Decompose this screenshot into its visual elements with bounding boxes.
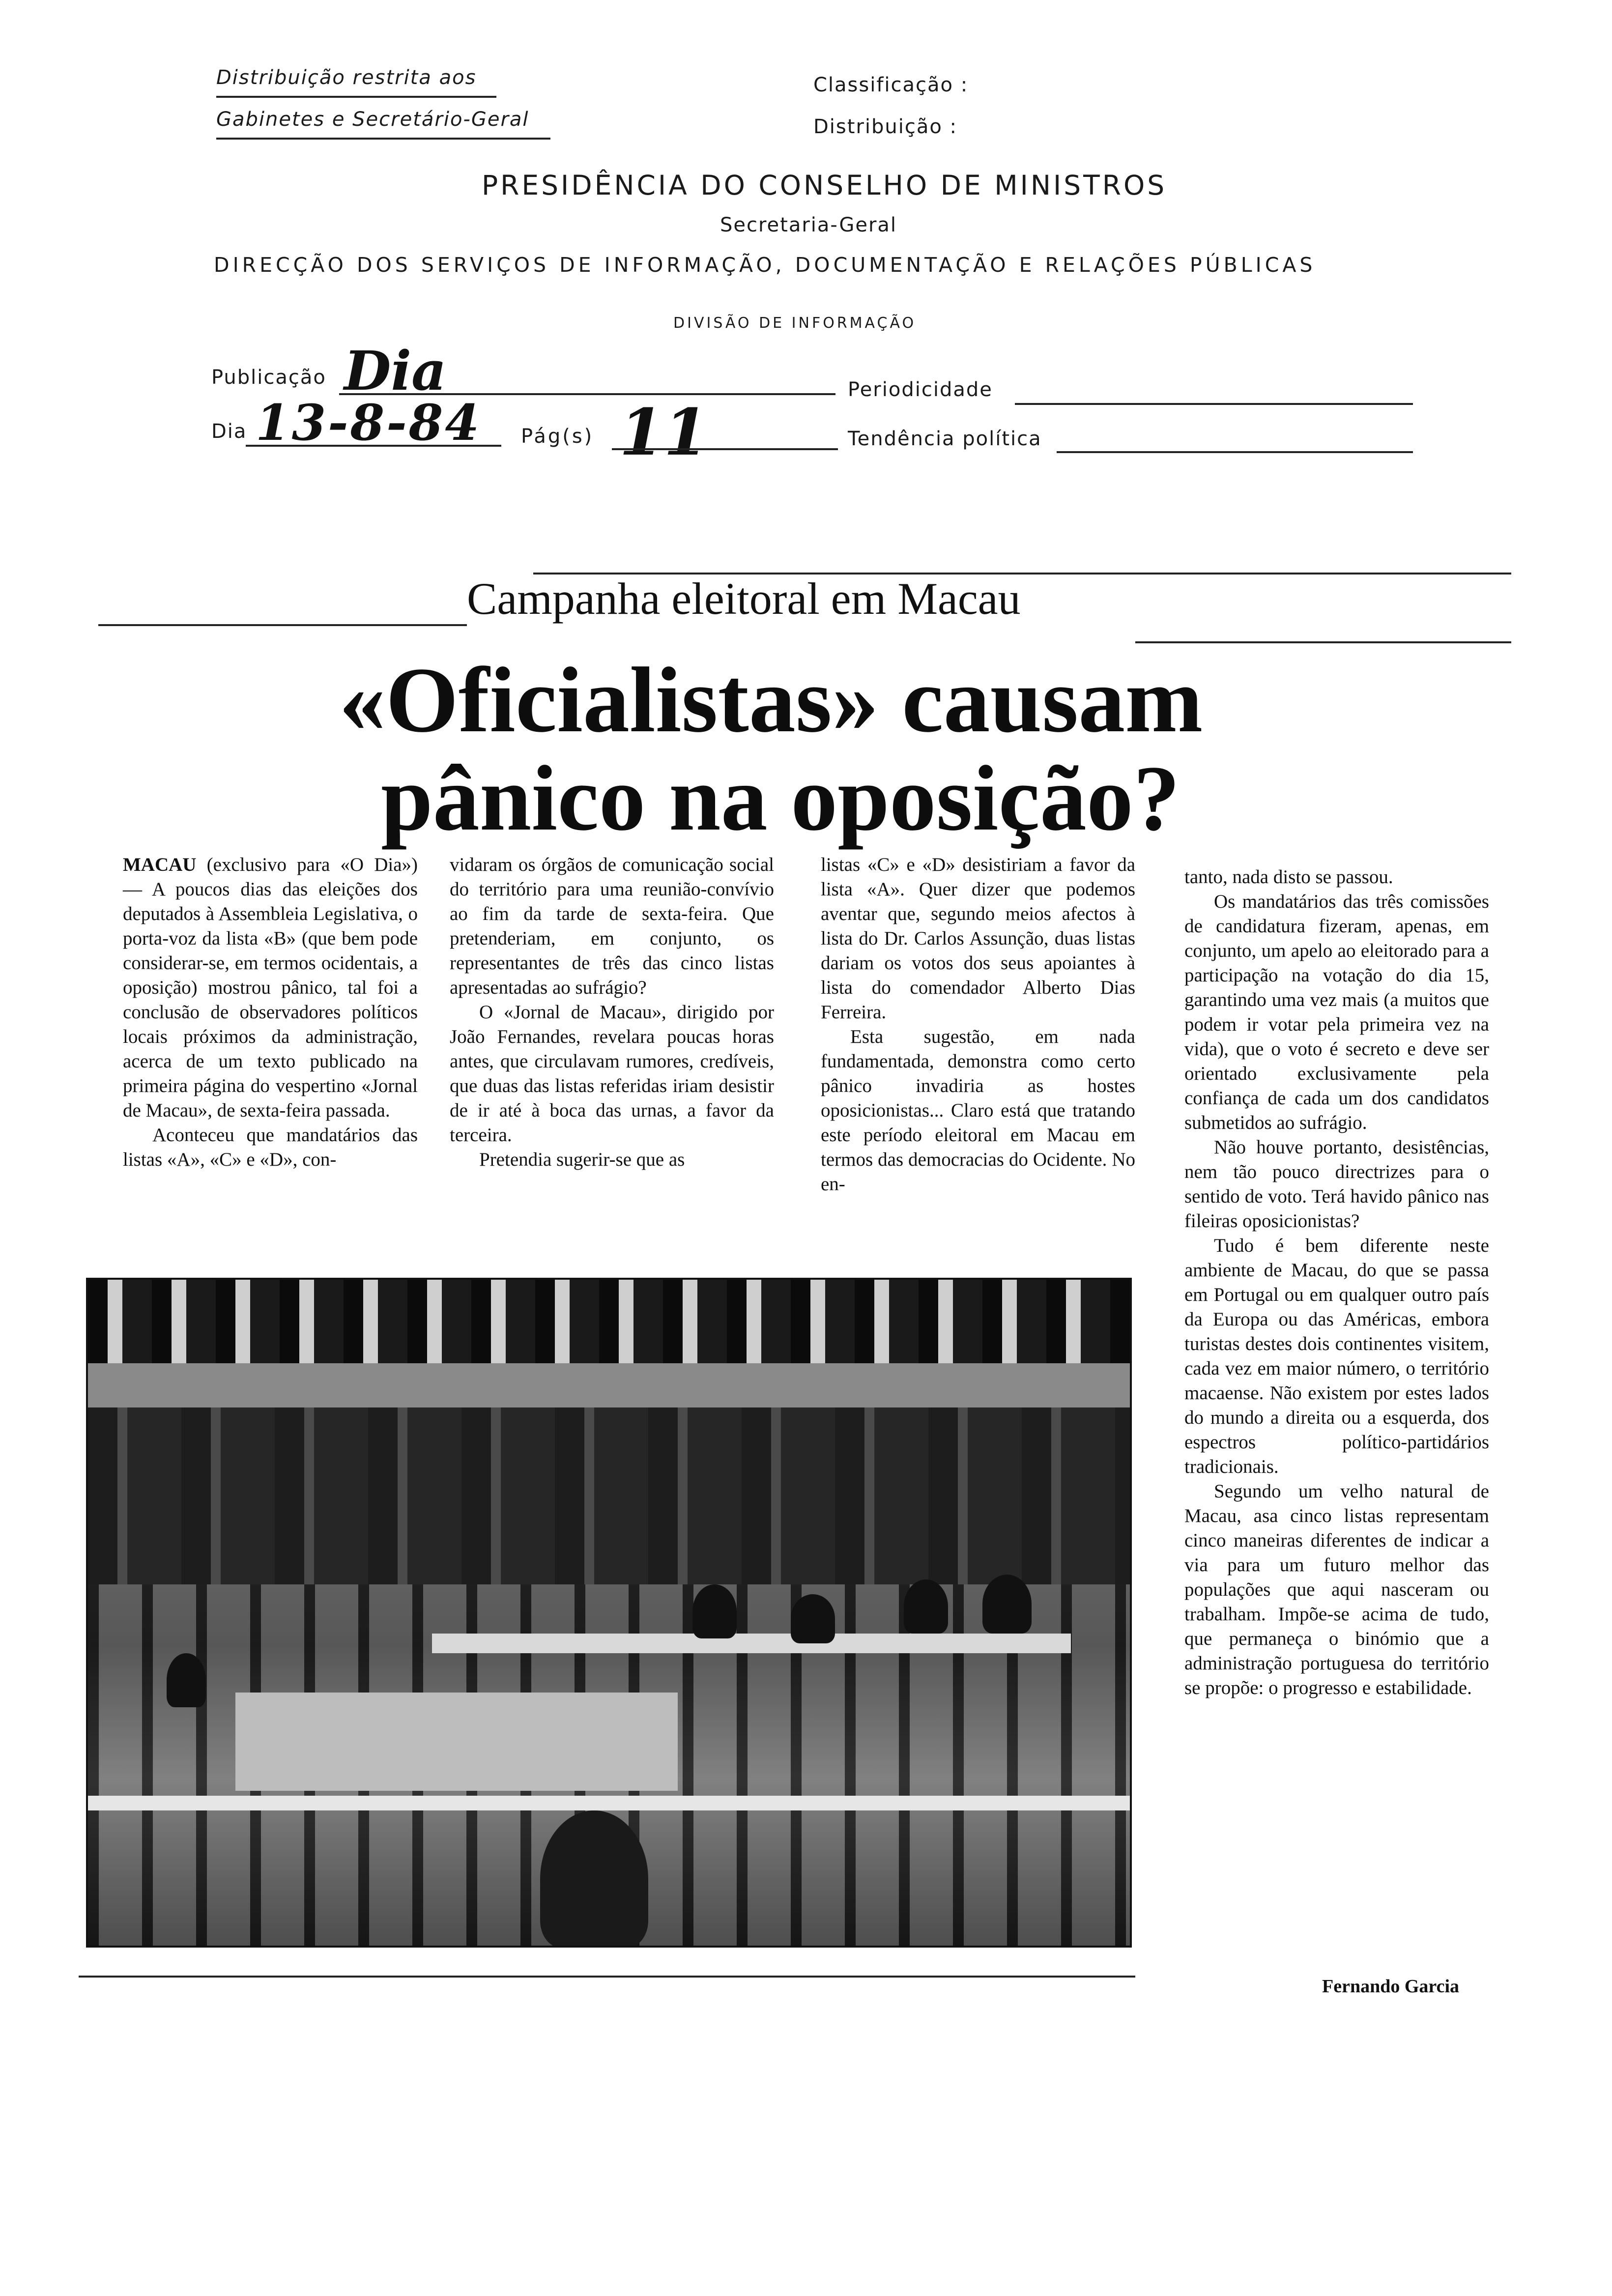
day-value: 13-8-84 (256, 394, 481, 452)
paragraph: Os mandatários das três comissões de candidatura fizeram, apenas, em conjunto, um apelo ao eleitorado para a participação na votação do dia 15, garantindo uma vez mais (a muitos que podem ir votar pela primeira vez na vida), que o voto é secreto e deve ser orientado exclusivamente pela confiança de cada um dos candidatos submetidos ao sufrágio. (1184, 891, 1489, 1133)
day-label: Dia (211, 420, 247, 443)
tendency-field-line (1057, 451, 1413, 453)
distribution-underline-1 (216, 96, 496, 98)
photo-person-foreground (540, 1810, 648, 1948)
distribution-underline-2 (216, 138, 550, 140)
photo-person (167, 1653, 206, 1707)
paragraph: Pretendia sugerir-se que as (479, 1149, 685, 1170)
headline-line1: «Oficialistas» causam (339, 649, 1203, 752)
photo-person (982, 1575, 1032, 1634)
directorate-line: DIRECÇÃO DOS SERVIÇOS DE INFORMAÇÃO, DOCUMENTAÇÃO E RELAÇÕES PÚBLICAS (214, 253, 1316, 277)
article-author: Fernando Garcia (1322, 1976, 1460, 1997)
bottom-rule (79, 1976, 1135, 1978)
pages-value: 11 (619, 395, 708, 470)
publication-value: Dia (344, 339, 447, 402)
photo-person (692, 1584, 737, 1638)
classification-label: Classificação : (813, 74, 969, 96)
tendency-label: Tendência política (848, 428, 1042, 450)
presidency-title: PRESIDÊNCIA DO CONSELHO DE MINISTROS (482, 170, 1167, 201)
paragraph: Tudo é bem diferente neste ambiente de Macau, do que se passa em Portugal ou em qualquer outro país da Europa ou das Américas, embora turistas destes dois continentes visitem, cada vez em maior número, o território macaense. Não existem por estes lados do mundo a direita ou a esquerda, dos espectros político-partidários tradicionais. (1184, 1235, 1489, 1477)
periodicity-label: Periodicidade (848, 378, 993, 401)
periodicity-field-line (1015, 403, 1413, 405)
pages-label: Pág(s) (521, 425, 594, 448)
distribution-restricted-line2: Gabinetes e Secretário-Geral (216, 108, 529, 131)
article-kicker: Campanha eleitoral em Macau (467, 574, 1021, 624)
paragraph: O «Jornal de Macau», dirigido por João Fernandes, revelara poucas horas antes, que circulavam rumores, credíveis, que duas das listas referidas iriam desistir de ir até à boca das urnas, a favor da terceira. (450, 1002, 774, 1146)
article-column-2 (450, 853, 774, 1172)
distribution-label: Distribuição : (813, 115, 958, 138)
paragraph: Esta sugestão, em nada fundamentada, demonstra como certo pânico invadiria as hostes oposicionistas... Claro está que tratando este período eleitoral em Macau em termos das democracias do Ocidente. No en- (821, 1026, 1135, 1195)
kicker-bottom-rule-right (1135, 641, 1511, 643)
article-column-4 (1184, 865, 1489, 1700)
photo-person (904, 1579, 948, 1634)
secretariat-subtitle: Secretaria-Geral (720, 214, 897, 236)
paragraph: Aconteceu que mandatários das listas «A», «C» e «D», con- (123, 1124, 418, 1170)
paragraph: tanto, nada disto se passou. (1184, 866, 1393, 888)
paragraph: Segundo um velho natural de Macau, asa cinco listas representam cinco maneiras diferentes de indicar a via para um futuro melhor das populações que aqui nasceram ou trabalham. Impõe-se acima de tudo, que permaneça o binómio que a administração portuguesa do território se propõe: o progresso e estabilidade. (1184, 1481, 1489, 1698)
distribution-restricted-line1: Distribuição restrita aos (216, 66, 477, 89)
photo-upper-panels (88, 1280, 1130, 1363)
paragraph: listas «C» e «D» desistiriam a favor da lista «A». Quer dizer que podemos aventar que, segundo meios afectos à lista do Dr. Carlos Assunção, duas listas dariam os votos dos seus apoiantes à lista do comendador Alberto Dias Ferreira. (821, 854, 1135, 1023)
day-field-line (246, 445, 501, 447)
photo-wall-band (88, 1363, 1130, 1407)
division-line: DIVISÃO DE INFORMAÇÃO (673, 315, 917, 332)
photo-floor (235, 1693, 678, 1791)
photo-bench (88, 1796, 1130, 1810)
assembly-photo (86, 1278, 1132, 1948)
article-column-1 (123, 853, 418, 1172)
publication-label: Publicação (211, 366, 326, 389)
photo-wood-panels (88, 1407, 1130, 1584)
dateline: MACAU (123, 854, 197, 875)
kicker-bottom-rule-left (98, 624, 467, 626)
pages-field-line (612, 448, 838, 450)
headline-line2: pânico na oposição? (381, 747, 1180, 850)
paragraph: Não houve portanto, desistências, nem tão pouco directrizes para o sentido de voto. Terá havido pânico nas fileiras oposicionistas? (1184, 1137, 1489, 1232)
paragraph: vidaram os órgãos de comunicação social do território para uma reunião-convívio ao fim da tarde de sexta-feira. Que pretenderiam, em conjunto, os representantes de três das cinco listas apresentadas ao sufrágio? (450, 854, 774, 998)
photo-desk-edge (432, 1634, 1071, 1653)
paragraph: MACAU (exclusivo para «O Dia») — A poucos dias das eleições dos deputados à Assembleia Legislativa, o porta-voz da lista «B» (que bem pode considerar-se, em termos ocidentais, a oposição) mostrou pânico, tal foi a conclusão de observadores políticos locais próximos da administração, acerca de um texto publicado na primeira página do vespertino «Jornal de Macau», de sexta-feira passada. (123, 854, 418, 1121)
photo-person (791, 1594, 835, 1643)
article-column-3 (821, 853, 1135, 1197)
